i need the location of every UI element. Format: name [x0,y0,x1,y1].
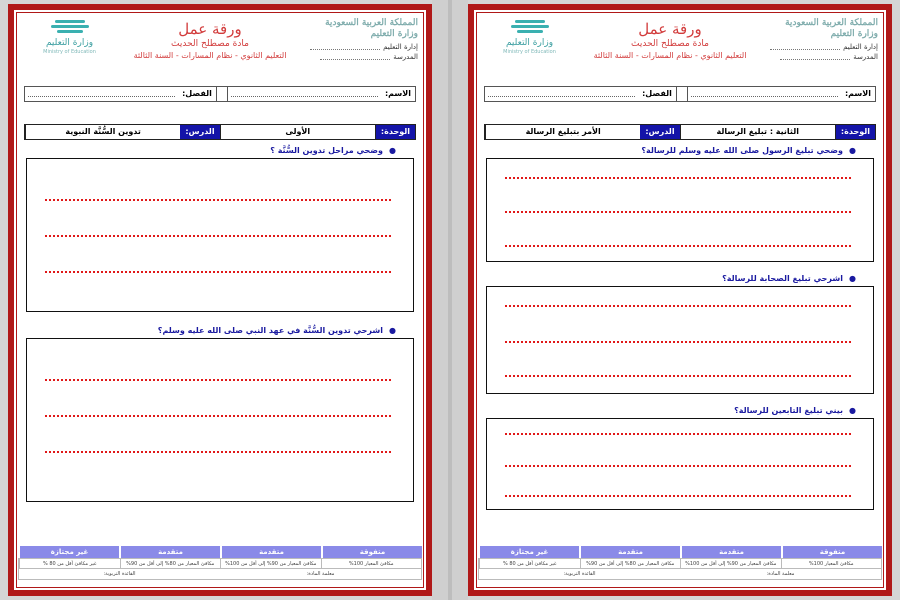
answer-line [45,379,391,381]
page-gap [432,0,468,600]
kingdom-logo-text [758,18,878,42]
admin-row [298,42,418,52]
rubric-desc: مكافئ المعيار من 80% إلى أقل من 90% [580,559,681,568]
answer-line [505,211,851,213]
answer-line [505,433,851,435]
school-line[interactable] [780,54,850,60]
school-row [758,52,878,62]
answer-line [505,245,851,247]
admin-line[interactable] [770,44,840,50]
page-header [22,18,418,80]
teacher-signature: معلمة المادة: [306,571,335,577]
subject-title: مادة مصطلح الحديث [171,39,249,49]
question-1 [484,144,856,156]
rubric-desc: مكافئ المعيار 100% [781,559,882,568]
bullet-icon: ● [389,145,396,155]
question-text: وضحي تبليغ الرسول صلى الله عليه وسلم للرسالة؟ [641,145,844,155]
name-label: الاسم: [844,89,871,98]
rubric-levels [18,546,422,558]
header-title-block [122,20,298,61]
rubric-level: غير مجتازة [18,546,119,558]
admin-label: إدارة التعليم [383,43,418,51]
rubric-desc: مكافئ المعيار 100% [321,559,422,568]
unit-label: الوحدة: [836,125,875,139]
worksheet-page-1 [8,4,432,596]
lesson-value: تدوين السُّنَّة النبوية [25,125,180,139]
name-label: الاسم: [384,89,411,98]
name-field[interactable] [231,87,378,97]
question-1 [24,144,396,156]
rubric-table [478,546,882,586]
moe-logo [22,20,117,56]
school-label: المدرسة [393,53,418,61]
class-label: الفصل: [182,89,212,98]
header-info [298,18,418,62]
unit-lesson-row [484,124,876,140]
worksheet-title: ورقة عمل [638,20,702,38]
lesson-label: الدرس: [640,125,679,139]
page-header [482,18,878,80]
answer-line [505,305,851,307]
rubric-desc: غير مكافئ أقل من 80 % [19,559,120,568]
kingdom-logo-text [298,18,418,42]
class-field[interactable] [488,87,635,97]
ministry-sub-text: وزارة التعليم [830,29,878,39]
kingdom-text: المملكة العربية السعودية [325,18,418,28]
answer-line [505,375,851,377]
answer-line [505,341,851,343]
rubric-level: متقدمة [220,546,321,558]
name-field[interactable] [691,87,838,97]
answer-line [45,271,391,273]
rubric-desc: مكافئ المعيار من 90% إلى أقل من 100% [220,559,321,568]
splitter[interactable] [448,0,452,600]
program-title: التعليم الثانوي - نظام المسارات - السنة الثالثة [593,51,747,60]
unit-lesson-row [24,124,416,140]
program-title: التعليم الثانوي - نظام المسارات - السنة الثالثة [133,51,287,60]
header-info [758,18,878,62]
subject-title: مادة مصطلح الحديث [631,39,709,49]
answer-line [45,199,391,201]
class-label: الفصل: [642,89,672,98]
answer-line [505,465,851,467]
row-separator [216,87,228,101]
bullet-icon: ● [849,145,856,155]
class-field[interactable] [28,87,175,97]
admin-row [758,42,878,52]
rubric-table [18,546,422,586]
question-text: وضحي مراحل تدوين السُّنَّة ؟ [270,145,384,155]
rubric-level: غير مجتازة [478,546,579,558]
rubric-signatures [18,569,422,580]
leader-signature: القائدة التربوية: [103,571,136,577]
ministry-sub-text: وزارة التعليم [370,29,418,39]
answer-line [45,415,391,417]
moe-logo-icon [51,20,89,36]
moe-en-text: Ministry of Education [43,49,96,55]
question-text: اشرحي تدوين السُّنَّة في عهد النبي صلى الله عليه وسلم؟ [157,325,384,335]
moe-ar-text: وزارة التعليم [505,38,554,48]
answer-line [45,235,391,237]
rubric-level: متقدمة [119,546,220,558]
rubric-desc: مكافئ المعيار من 80% إلى أقل من 90% [120,559,221,568]
header-title-block [582,20,758,61]
rubric-level: متفوقة [781,546,882,558]
teacher-signature: معلمة المادة: [766,571,795,577]
rubric-level: متفوقة [321,546,422,558]
row-separator [676,87,688,101]
unit-label: الوحدة: [376,125,415,139]
bullet-icon: ● [389,325,396,335]
admin-line[interactable] [310,44,380,50]
bullet-icon: ● [849,405,856,415]
unit-value: الثانية : تبليغ الرسالة [680,125,836,139]
answer-box[interactable] [26,158,414,312]
name-class-row [484,86,876,102]
answer-box[interactable] [486,286,874,394]
lesson-value: الأمر بتبليغ الرسالة [485,125,640,139]
answer-line [505,495,851,497]
rubric-level: متقدمة [680,546,781,558]
kingdom-text: المملكة العربية السعودية [785,18,878,28]
question-2 [484,272,856,284]
rubric-descriptions [18,558,422,569]
question-text: اشرحي تبليغ الصحابة للرسالة؟ [722,273,844,283]
question-2 [24,324,396,336]
lesson-label: الدرس: [180,125,219,139]
rubric-descriptions [478,558,882,569]
answer-line [45,451,391,453]
question-text: بيني تبليغ التابعين للرسالة؟ [734,405,844,415]
moe-ar-text: وزارة التعليم [45,38,94,48]
name-class-row [24,86,416,102]
unit-value: الأولى [220,125,376,139]
rubric-desc: مكافئ المعيار من 90% إلى أقل من 100% [680,559,781,568]
worksheet-page-2 [468,4,892,596]
answer-box[interactable] [486,418,874,510]
school-label: المدرسة [853,53,878,61]
moe-logo [482,20,577,56]
bullet-icon: ● [849,273,856,283]
admin-label: إدارة التعليم [843,43,878,51]
moe-logo-icon [511,20,549,36]
rubric-desc: غير مكافئ أقل من 80 % [479,559,580,568]
rubric-level: متقدمة [579,546,680,558]
worksheet-title: ورقة عمل [178,20,242,38]
answer-box[interactable] [486,158,874,262]
answer-box[interactable] [26,338,414,502]
rubric-signatures [478,569,882,580]
school-row [298,52,418,62]
leader-signature: القائدة التربوية: [563,571,596,577]
school-line[interactable] [320,54,390,60]
rubric-levels [478,546,882,558]
moe-en-text: Ministry of Education [503,49,556,55]
answer-line [505,177,851,179]
question-3 [484,404,856,416]
